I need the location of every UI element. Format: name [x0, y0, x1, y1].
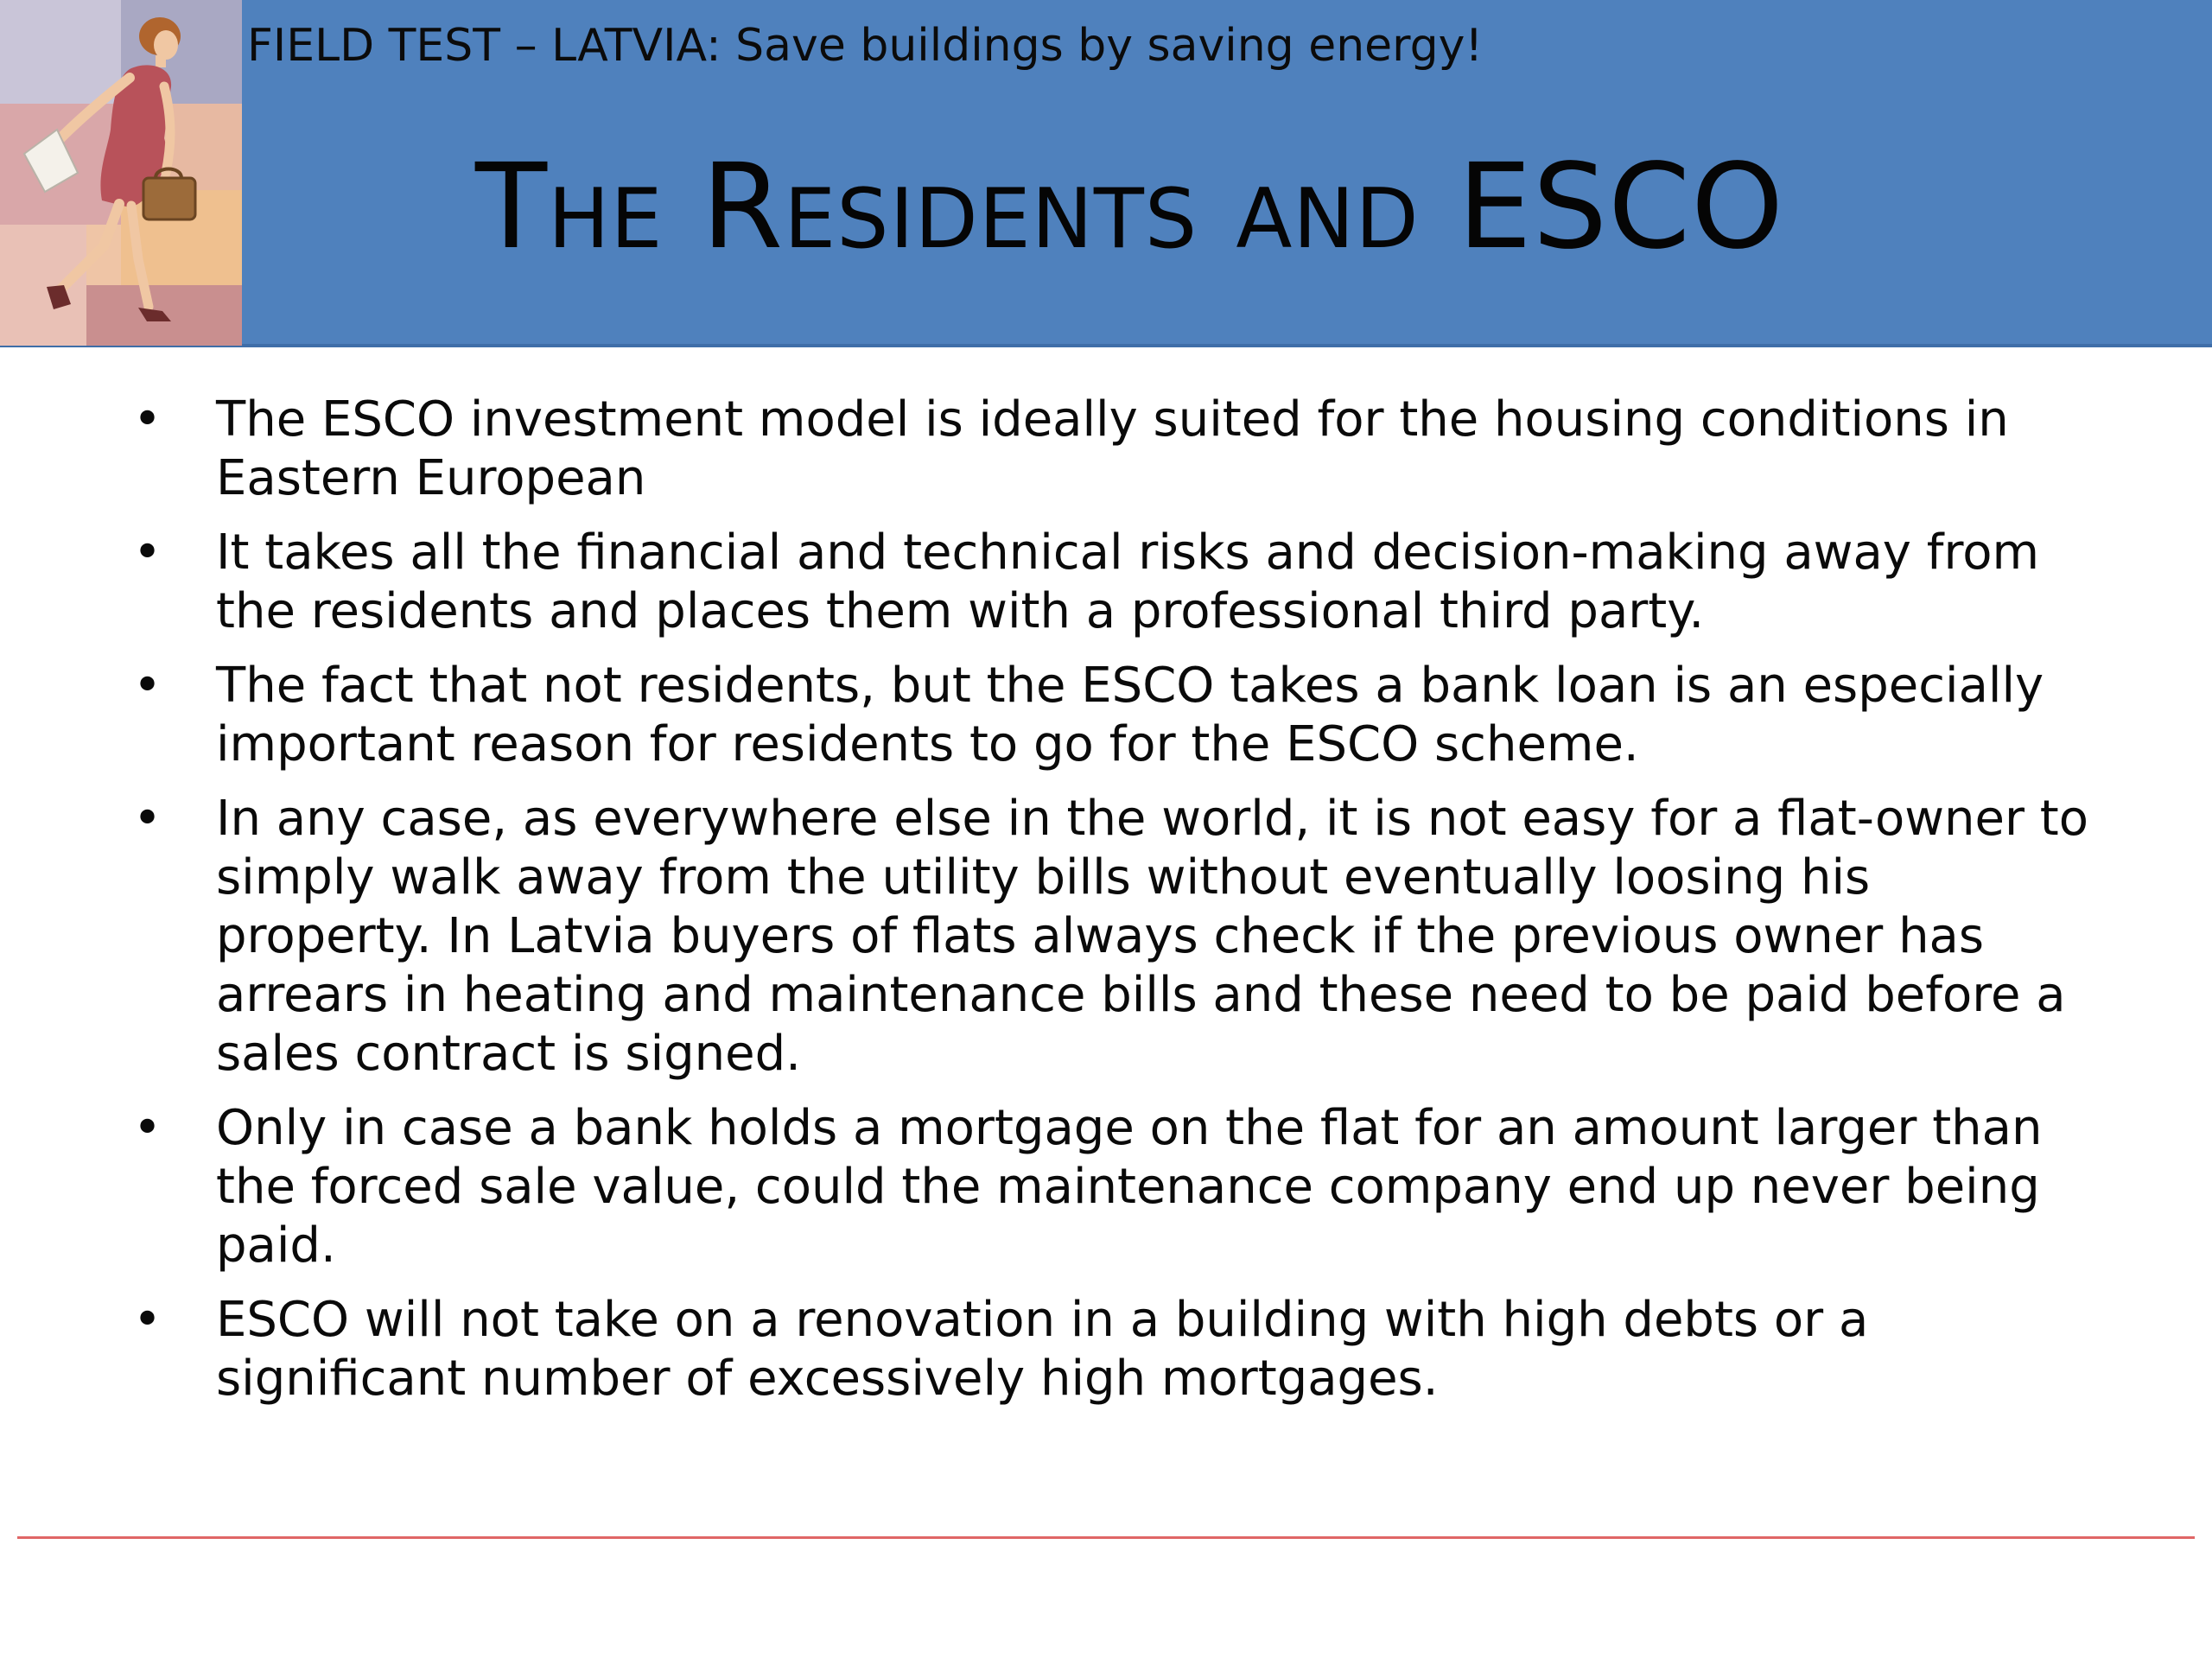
bullet-item [130, 657, 2100, 774]
bullet-icon: • [133, 1100, 162, 1156]
bullet-list [130, 391, 2100, 1424]
bullet-item [130, 1099, 2100, 1275]
bullet-text: Only in case a bank holds a mortgage on the flat for an amount larger than the forced sale value, could the maintenance company end up never being paid. [216, 1100, 2043, 1274]
bullet-icon: • [133, 791, 162, 847]
bullet-item [130, 524, 2100, 641]
bullet-icon: • [133, 658, 162, 714]
bullet-text: ESCO will not take on a renovation in a building with high debts or a significant number of excessively high mortgages. [216, 1292, 1869, 1407]
bullet-text: In any case, as everywhere else in the world, it is not easy for a flat-owner to simply walk away from the utility bills without eventually loosing his property. In Latvia buyers of flats always check if the previous owner has arrears in heating and maintenance bills and these need to be paid before a sales contract is signed. [216, 791, 2088, 1082]
footer-divider [17, 1536, 2195, 1539]
bullet-text: The fact that not residents, but the ESCO takes a bank loan is an especially important reason for residents to go for the ESCO scheme. [216, 658, 2044, 772]
bullet-icon: • [133, 1292, 162, 1348]
bullet-icon: • [133, 391, 162, 448]
bullet-text: It takes all the financial and technical risks and decision-making away from the residents and places them with a professional third party. [216, 524, 2040, 639]
bullet-text: The ESCO investment model is ideally suited for the housing conditions in Eastern European [216, 391, 2009, 506]
bullet-item [130, 391, 2100, 508]
slide-subtitle: FIELD TEST – LATVIA: Save buildings by saving energy! [247, 20, 1484, 72]
bullet-item [130, 790, 2100, 1084]
slide-title: The Residents and ESCO [475, 139, 1785, 276]
bullet-item [130, 1291, 2100, 1408]
bullet-icon: • [133, 524, 162, 581]
businesswoman-clipart-icon [0, 0, 242, 346]
slide-header [0, 0, 2212, 347]
